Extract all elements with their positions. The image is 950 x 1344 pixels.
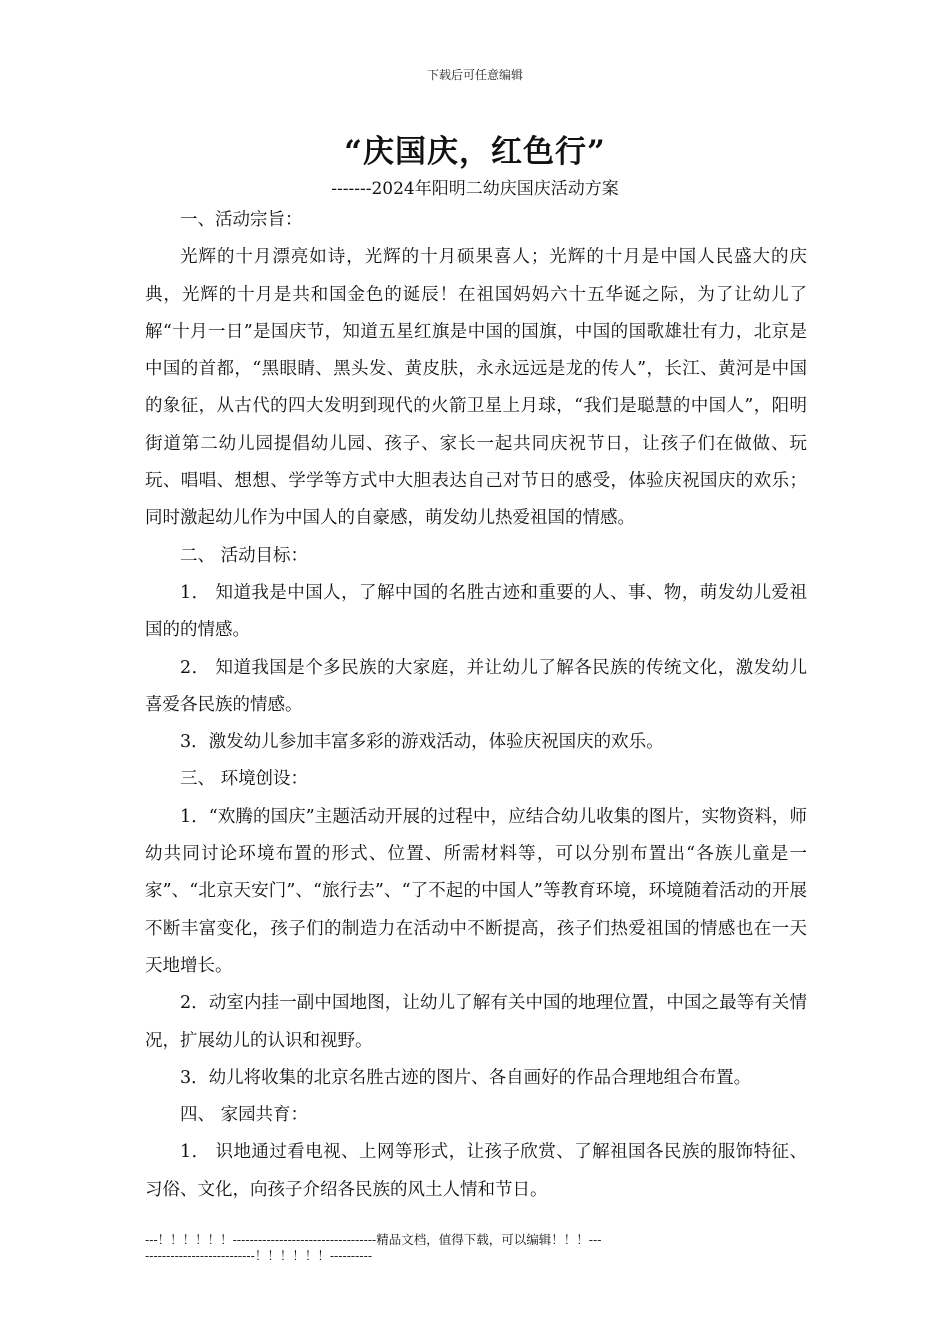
goal-item-3: 3．激发幼儿参加丰富多彩的游戏活动，体验庆祝国庆的欢乐。 xyxy=(180,732,664,753)
paragraph-purpose: 光辉的十月漂亮如诗，光辉的十月硕果喜人；光辉的十月是中国人民盛大的庆典，光辉的十月是共和国金色的诞辰！在祖国妈妈六十五华诞之际，为了让幼儿了解“十月一日”是国庆节，知道五星红旗是中国的国旗，中国的国歌雄壮有力，北京是中国的首都，“黑眼睛、黑头发、黄皮肤，永永远远是龙的传人”，长江、黄河是中国的象征，从古代的四大发明到现代的火箭卫星上月球，“我们是聪慧的中国人”，阳明街道第二幼儿园提倡幼儿园、孩子、家长一起共同庆祝节日，让孩子们在做做、玩玩、唱唱、想想、学学等方式中大胆表达自己对节日的感受，体验庆祝国庆的欢乐；同时激起幼儿作为中国人的自豪感，萌发幼儿热爱祖国的情感。 xyxy=(145,247,807,529)
environment-item-2: 2．动室内挂一副中国地图，让幼儿了解有关中国的地理位置，中国之最等有关情况，扩展幼儿的认识和视野。 xyxy=(145,993,807,1051)
document-body xyxy=(145,202,807,1209)
section-heading-purpose: 一、活动宗旨： xyxy=(180,210,303,230)
footer-note: ---！！！！！！----------------------------------精品文档，值得下载，可以编辑！！！-----------------------------！！！！！！---------- xyxy=(145,1232,602,1263)
section-heading-home-school: 四、 家园共育： xyxy=(180,1105,309,1126)
section-heading-goals: 二、 活动目标： xyxy=(180,545,309,566)
goal-item-2: 2． 知道我国是个多民族的大家庭，并让幼儿了解各民族的传统文化，激发幼儿喜爱各民族的情感。 xyxy=(145,657,807,715)
document-subtitle: -------2024年阳明二幼庆国庆活动方案 xyxy=(331,179,619,199)
environment-item-3: 3．幼儿将收集的北京名胜古迹的图片、各自画好的作品合理地组合布置。 xyxy=(180,1067,752,1088)
document-title: “庆国庆，红色行” xyxy=(344,134,606,170)
header-note: 下载后可任意编辑 xyxy=(426,68,523,82)
home-school-item-1: 1． 识地通过看电视、上网等形式，让孩子欣赏、了解祖国各民族的服饰特征、习俗、文化，向孩子介绍各民族的风土人情和节日。 xyxy=(145,1142,807,1200)
environment-item-1: 1．“欢腾的国庆”主题活动开展的过程中，应结合幼儿收集的图片，实物资料，师幼共同讨论环境布置的形式、位置、所需材料等，可以分别布置出“各族儿童是一家”、“北京天安门”、“旅行去”、“了不起的中国人”等教育环境，环境随着活动的开展不断丰富变化，孩子们的制造力在活动中不断提高，孩子们热爱祖国的情感也在一天天地增长。 xyxy=(145,806,807,976)
goal-item-1: 1． 知道我是中国人，了解中国的名胜古迹和重要的人、事、物，萌发幼儿爱祖国的的情感。 xyxy=(145,582,807,641)
section-heading-environment: 三、 环境创设： xyxy=(180,769,309,790)
